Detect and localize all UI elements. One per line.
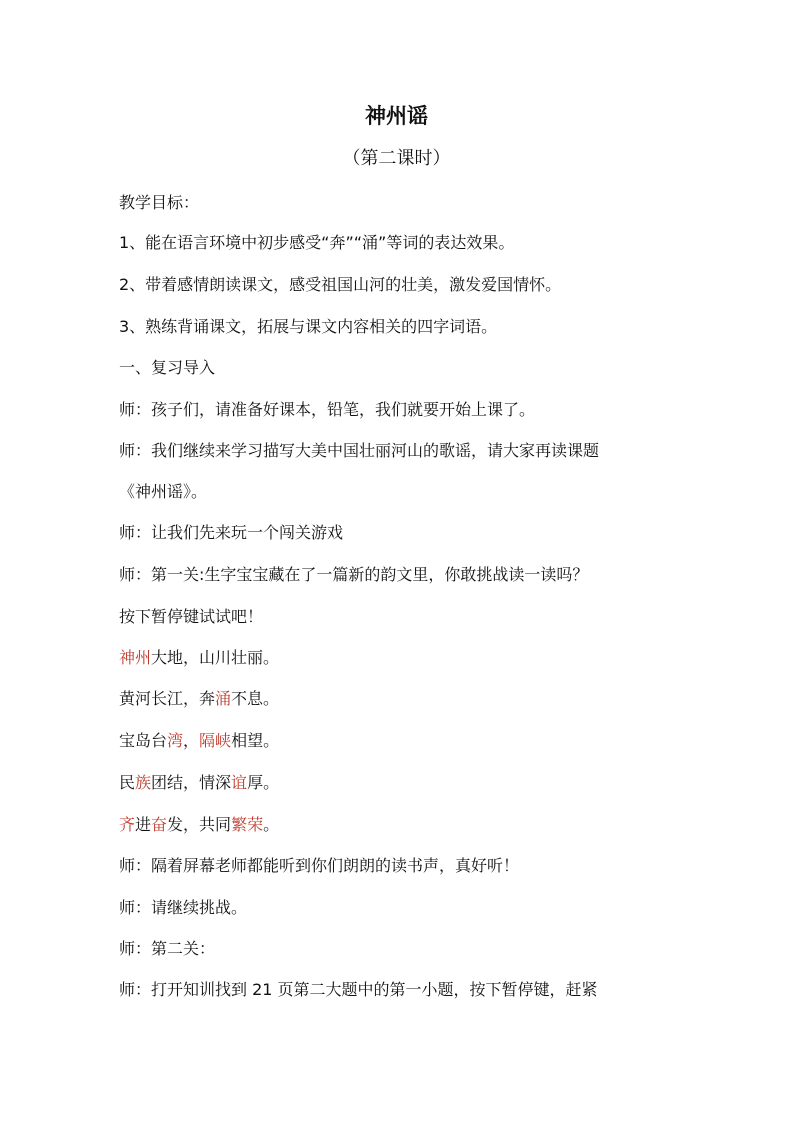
highlighted-word: 奋 <box>151 815 168 834</box>
verse-text: 民 <box>119 773 136 792</box>
verse-text: 不息。 <box>231 689 280 708</box>
paragraph-line: 师：孩子们，请准备好课本，铅笔，我们就要开始上课了。 <box>119 400 536 419</box>
paragraph-line: 师：我们继续来学习描写大美中国壮丽河山的歌谣，请大家再读课题 <box>119 441 600 460</box>
goal-item: 3、熟练背诵课文，拓展与课文内容相关的四字词语。 <box>119 317 498 336</box>
verse-line <box>119 770 699 796</box>
paragraph-line: 师：第一关:生字宝宝藏在了一篇新的韵文里，你敢挑战读一读吗？ <box>119 565 589 584</box>
document-subtitle: （第二课时） <box>342 148 451 169</box>
paragraph-line: 师：第二关： <box>119 939 216 958</box>
highlighted-word: 隔峡 <box>199 731 232 750</box>
verse-text: 发，共同 <box>167 815 232 834</box>
paragraph-line: 按下暂停键试试吧！ <box>119 607 264 626</box>
goal-item: 1、能在语言环境中初步感受“奔”“涌”等词的表达效果。 <box>119 233 515 252</box>
verse-text: 大地，山川壮丽。 <box>151 648 280 667</box>
highlighted-word: 族 <box>135 773 152 792</box>
highlighted-word: 齐 <box>119 815 136 834</box>
paragraph-line: 《神州谣》。 <box>119 482 208 501</box>
verse-text: 宝岛台 <box>119 731 168 750</box>
highlighted-word: 湾 <box>167 731 184 750</box>
verse-text: 进 <box>135 815 152 834</box>
verse-text: 厚。 <box>247 773 280 792</box>
verse-line <box>119 645 699 671</box>
paragraph-line: 师：打开知训找到 21 页第二大题中的第一小题，按下暂停键，赶紧 <box>119 980 598 999</box>
verse-text: ， <box>183 731 200 750</box>
verse-text: 黄河长江，奔 <box>119 689 216 708</box>
highlighted-word: 神州 <box>119 648 152 667</box>
goal-item: 2、带着感情朗读课文，感受祖国山河的壮美，激发爱国情怀。 <box>119 275 562 294</box>
document-title: 神州谣 <box>365 104 428 128</box>
paragraph-line: 师：请继续挑战。 <box>119 898 248 917</box>
highlighted-word: 谊 <box>231 773 248 792</box>
section-heading: 一、复习导入 <box>119 358 216 377</box>
paragraph-line: 师：让我们先来玩一个闯关游戏 <box>119 523 344 542</box>
highlighted-word: 繁荣 <box>231 815 264 834</box>
verse-text: 。 <box>263 815 280 834</box>
verse-text: 团结，情深 <box>151 773 232 792</box>
verse-text: 相望。 <box>231 731 280 750</box>
verse-line <box>119 686 699 712</box>
verse-line <box>119 728 699 754</box>
paragraph-line: 师：隔着屏幕老师都能听到你们朗朗的读书声，真好听！ <box>119 856 520 875</box>
verse-line <box>119 812 699 838</box>
goals-heading: 教学目标： <box>119 193 200 212</box>
highlighted-word: 涌 <box>215 689 232 708</box>
